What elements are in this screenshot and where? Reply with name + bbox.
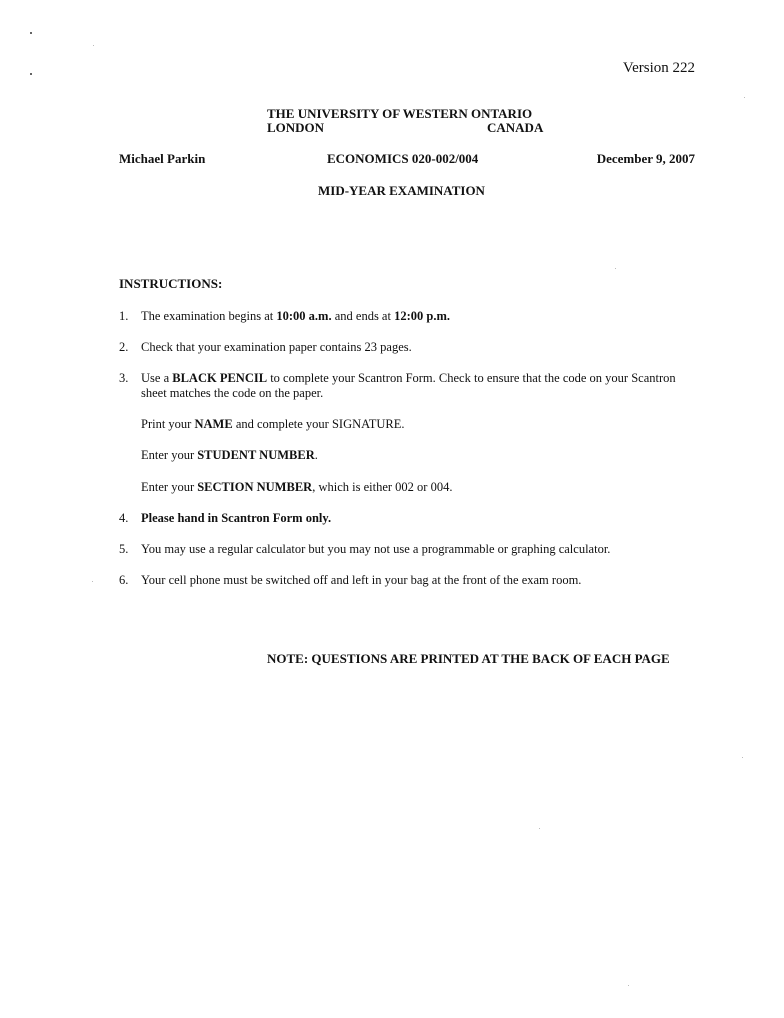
scan-speck	[539, 828, 540, 829]
exam-title: MID-YEAR EXAMINATION	[318, 183, 485, 198]
scan-speck	[30, 32, 32, 34]
version-label: Version 222	[622, 60, 695, 76]
author-name: Michael Parkin	[119, 151, 206, 166]
scan-speck	[93, 45, 94, 46]
item-number: 4.	[119, 511, 129, 525]
country-name: CANADA	[487, 120, 544, 135]
item-text: Check that your examination paper contains 23 pages.	[141, 340, 412, 354]
instruction-subitem: Enter your STUDENT NUMBER.	[141, 448, 318, 462]
city-name: LONDON	[267, 120, 325, 135]
instructions-heading: INSTRUCTIONS:	[119, 276, 223, 291]
item-text: Your cell phone must be switched off and left in your bag at the front of the exam room.	[141, 573, 582, 587]
instruction-subitem: Print your NAME and complete your SIGNATURE.	[141, 417, 405, 431]
instruction-subitem: Enter your SECTION NUMBER, which is either 002 or 004.	[141, 480, 453, 494]
scan-speck	[30, 73, 32, 75]
course-code: ECONOMICS 020-002/004	[327, 151, 479, 166]
item-text: The examination begins at 10:00 a.m. and ends at 12:00 p.m.	[141, 309, 450, 323]
item-number: 2.	[119, 340, 129, 354]
university-name: THE UNIVERSITY OF WESTERN ONTARIO	[267, 106, 533, 121]
scan-speck	[744, 97, 745, 98]
exam-date: December 9, 2007	[596, 151, 695, 166]
scan-speck	[92, 581, 93, 582]
item-number: 3.	[119, 371, 129, 385]
scan-speck	[628, 985, 629, 986]
item-number: 5.	[119, 542, 129, 556]
scan-speck	[615, 268, 616, 269]
item-text: Use a BLACK PENCIL to complete your Scantron Form. Check to ensure that the code on your Scantron sheet matches the code on the paper.	[141, 371, 676, 400]
note-line: NOTE: QUESTIONS ARE PRINTED AT THE BACK OF EACH PAGE	[267, 651, 670, 666]
item-number: 6.	[119, 573, 129, 587]
item-number: 1.	[119, 309, 129, 323]
item-text: You may use a regular calculator but you may not use a programmable or graphing calculator.	[141, 542, 611, 556]
item-text: Please hand in Scantron Form only.	[141, 511, 332, 525]
scan-speck	[742, 757, 743, 758]
